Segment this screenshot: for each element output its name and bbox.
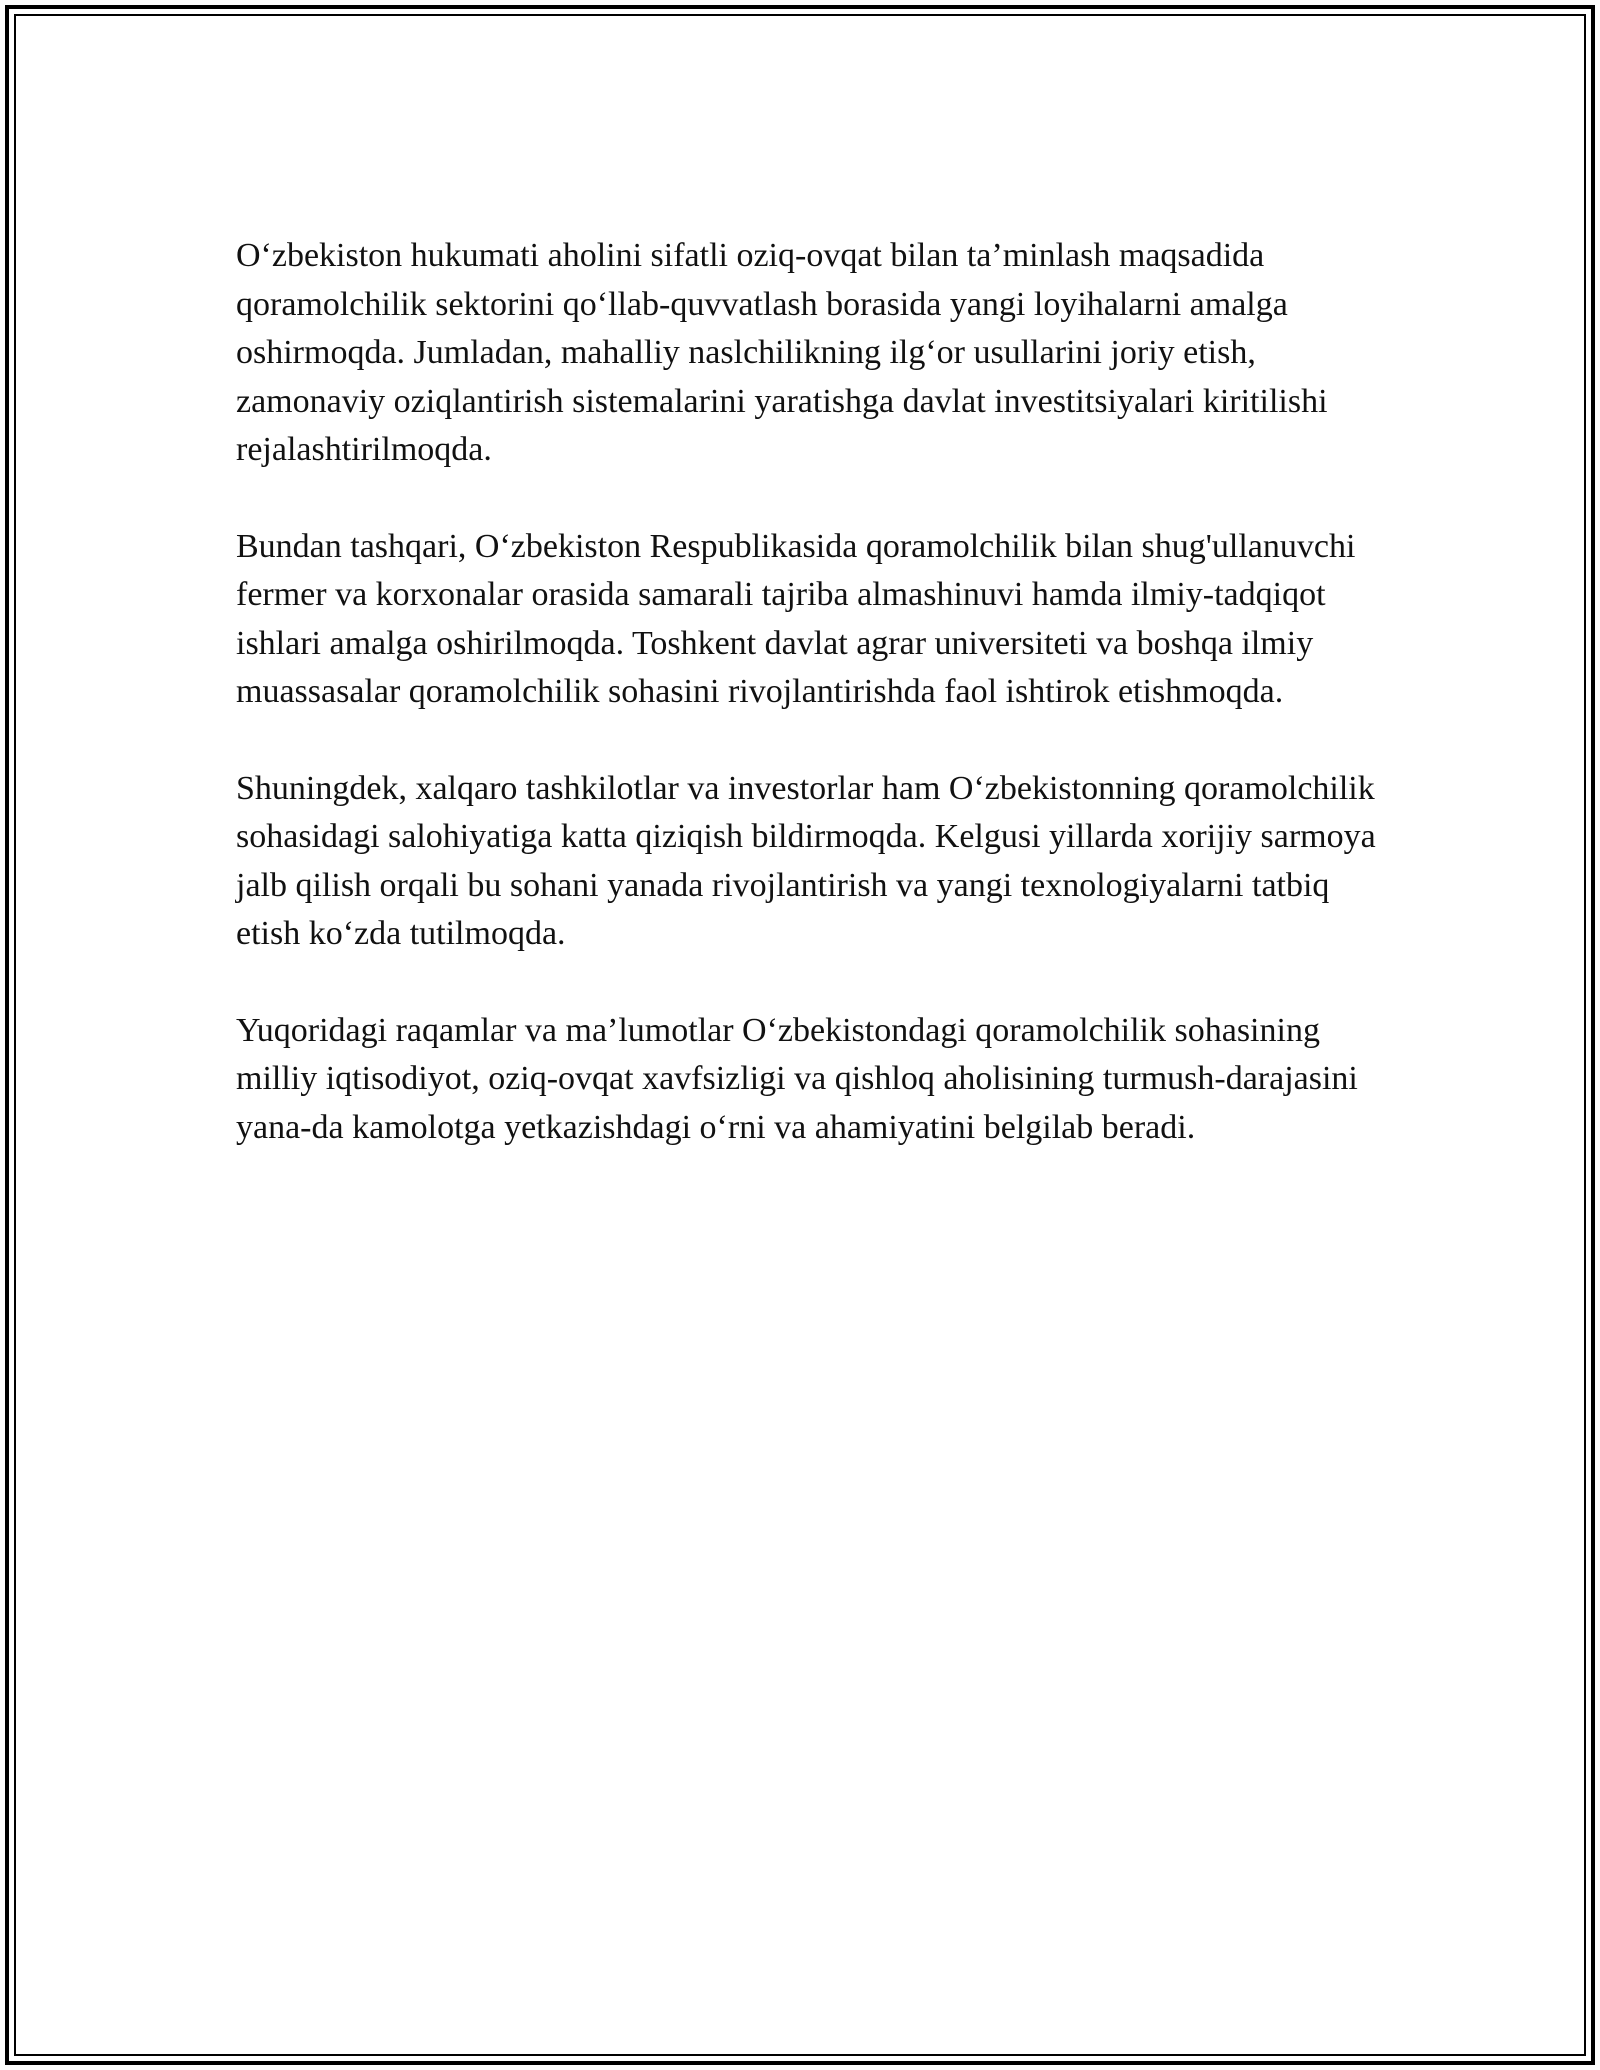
paragraph-4: Yuqoridagi raqamlar va ma’lumotlar O‘zbekistondagi qoramolchilik sohasining milliy iqtisodiyot, oziq-ovqat xavfsizligi va qishloq aholisining turmush-darajasini yana-da kamolotga yetkazishdagi o‘rni va ahamiyatini belgilab beradi. xyxy=(236,1011,1358,1146)
paragraph-2: Bundan tashqari, O‘zbekiston Respublikasida qoramolchilik bilan shug'ullanuvchi fermer va korxonalar orasida samarali tajriba almashinuvi hamda ilmiy-tadqiqot ishlari amalga oshirilmoqda. Toshkent davlat agrar universiteti va boshqa ilmiy muassasalar qoramolchilik sohasini rivojlantirishda faol ishtirok etishmoqda. xyxy=(236,527,1356,710)
document-body xyxy=(236,232,1376,1152)
paragraph-3: Shuningdek, xalqaro tashkilotlar va investorlar ham O‘zbekistonning qoramolchilik sohasidagi salohiyatiga katta qiziqish bildirmoqda. Kelgusi yillarda xorijiy sarmoya jalb qilish orqali bu sohani yanada rivojlantirish va yangi texnologiyalarni tatbiq etish ko‘zda tutilmoqda. xyxy=(236,769,1376,952)
paragraph-1: O‘zbekiston hukumati aholini sifatli oziq-ovqat bilan ta’minlash maqsadida qoramolchilik sektorini qo‘llab-quvvatlash borasida yangi loyihalarni amalga oshirmoqda. Jumladan, mahalliy naslchilikning ilg‘or usullarini joriy etish, zamonaviy oziqlantirish sistemalarini yaratishga davlat investitsiyalari kiritilishi rejalashtirilmoqda. xyxy=(236,237,1328,468)
